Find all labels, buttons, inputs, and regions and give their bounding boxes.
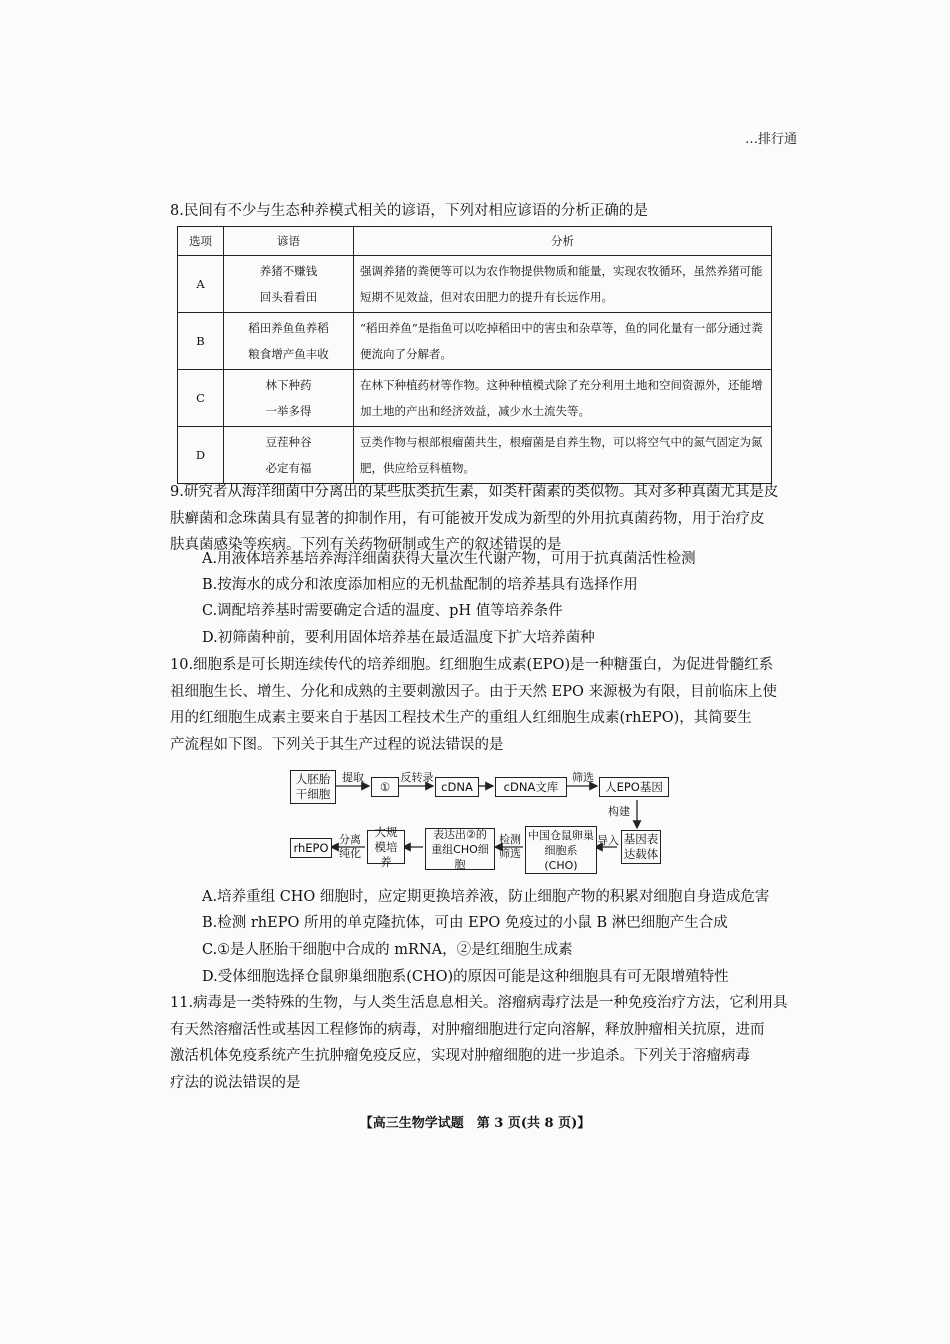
box-expression-vector: 基因表达载体 [621, 830, 661, 864]
proverb-line: 一举多得 [265, 404, 312, 418]
row-analysis: “稻田养鱼”是指鱼可以吃掉稻田中的害虫和杂草等，鱼的同化量有一部分通过粪便流向了分解者。 [354, 313, 772, 370]
q10-line: 祖细胞生长、增生、分化和成熟的主要刺激因子。由于天然 EPO 来源极为有限，目前临床上使 [170, 683, 777, 700]
header-proverb: 谚语 [224, 227, 354, 256]
label-detect-screen: 检测筛选 [499, 833, 521, 860]
q10-option-c: C.①是人胚胎干细胞中合成的 mRNA，②是红细胞生成素 [202, 942, 573, 958]
q9-line: 肤真菌感染等疾病。下列有关药物研制或生产的叙述错误的是 [170, 537, 562, 553]
q11-line: 有天然溶瘤活性或基因工程修饰的病毒，对肿瘤细胞进行定向溶解，释放肿瘤相关抗原，进而 [170, 1021, 765, 1038]
box-cho: 中国仓鼠卵巢细胞系(CHO) [525, 826, 597, 874]
row-proverb [224, 370, 354, 427]
q9-option-b: B.按海水的成分和浓度添加相应的无机盐配制的培养基具有选择作用 [202, 577, 638, 593]
label-extract: 提取 [342, 771, 364, 784]
header-analysis: 分析 [354, 227, 772, 256]
table-row [178, 256, 772, 313]
q10-line: 10.细胞系是可长期连续传代的培养细胞。红细胞生成素(EPO)是一种糖蛋白，为促进骨髓红系 [170, 657, 774, 673]
q10-stem [170, 652, 775, 758]
q10-option-a: A.培养重组 CHO 细胞时，应定期更换培养液，防止细胞产物的积累对细胞自身造成危害 [202, 889, 770, 905]
proverb-line: 稻田养鱼鱼养稻 [248, 321, 329, 335]
proverb-line: 林下种药 [265, 378, 312, 392]
row-analysis: 强调养猪的粪便等可以为农作物提供物质和能量，实现农牧循环，虽然养猪可能短期不见效益，但对农田肥力的提升有长远作用。 [354, 256, 772, 313]
box-circle1: ① [371, 777, 399, 797]
box-rhepo: rhEPO [290, 838, 332, 858]
row-analysis: 在林下种植药材等作物。这种种植模式除了充分利用土地和空间资源外，还能增加土地的产出和经济效益，减少水土流失等。 [354, 370, 772, 427]
box-hesc: 人胚胎干细胞 [290, 770, 336, 804]
table-row [178, 427, 772, 484]
q8-stem: 8.民间有不少与生态种养模式相关的谚语，下列对相应谚语的分析正确的是 [170, 203, 648, 219]
corner-mark: …排行通 [745, 132, 798, 147]
row-proverb [224, 256, 354, 313]
table-row [178, 370, 772, 427]
box-epo-gene: 人EPO基因 [599, 777, 669, 797]
q9-option-c: C.调配培养基时需要确定合适的温度、pH 值等培养条件 [202, 603, 563, 619]
q10-option-b: B.检测 rhEPO 所用的单克隆抗体，可由 EPO 免疫过的小鼠 B 淋巴细胞产生合成 [202, 915, 728, 931]
label-rt: 反转录 [400, 771, 434, 784]
q11-line: 疗法的说法错误的是 [170, 1074, 301, 1091]
table-row [178, 313, 772, 370]
q9-option-a: A.用液体培养基培养海洋细菌获得大量次生代谢产物，可用于抗真菌活性检测 [202, 551, 696, 567]
flow-diagram [285, 770, 675, 870]
page-footer: 【高三生物学试题 第 3 页(共 8 页)】 [359, 1116, 591, 1131]
proverb-line: 豆茬种谷 [265, 435, 312, 449]
proverb-line: 粮食增产鱼丰收 [248, 347, 329, 361]
q9-line: 肤癣菌和念珠菌具有显著的抑制作用，有可能被开发成为新型的外用抗真菌药物，用于治疗皮 [170, 510, 765, 527]
proverb-line: 必定有福 [265, 461, 312, 475]
proverb-line: 回头看看田 [259, 290, 318, 304]
box-recombinant-cho: 表达出②的重组CHO细胞 [425, 828, 495, 870]
q10-line: 用的红细胞生成素主要来自于基因工程技术生产的重组人红细胞生成素(rhEPO)，其简要生 [170, 710, 752, 726]
table-header-row [178, 227, 772, 256]
row-proverb [224, 313, 354, 370]
q11-stem [170, 990, 788, 1096]
q10-option-d: D.受体细胞选择仓鼠卵巢细胞系(CHO)的原因可能是这种细胞具有可无限增殖特性 [202, 969, 729, 985]
row-option: D [178, 427, 224, 484]
box-cdna-library: cDNA文库 [495, 777, 567, 797]
box-cdna: cDNA [435, 777, 479, 797]
label-purify: 分离纯化 [339, 833, 361, 860]
label-introduce: 导入 [597, 834, 619, 847]
q11-line: 11.病毒是一类特殊的生物，与人类生活息息相关。溶瘤病毒疗法是一种免疫治疗方法，它利用具 [170, 995, 788, 1011]
q10-line: 产流程如下图。下列关于其生产过程的说法错误的是 [170, 736, 504, 753]
row-option: B [178, 313, 224, 370]
row-analysis: 豆类作物与根部根瘤菌共生，根瘤菌是自养生物，可以将空气中的氮气固定为氮肥，供应给豆科植物。 [354, 427, 772, 484]
proverb-line: 养猪不赚钱 [259, 264, 318, 278]
row-proverb [224, 427, 354, 484]
label-screen: 筛选 [572, 771, 594, 784]
q8-table [177, 226, 772, 484]
header-option: 选项 [178, 227, 224, 256]
q9-line: 9.研究者从海洋细菌中分离出的某些肽类抗生素，如类杆菌素的类似物。其对多种真菌尤其是皮 [170, 484, 779, 500]
row-option: A [178, 256, 224, 313]
box-large-scale-culture: 大规模培养 [367, 830, 405, 864]
label-construct: 构建 [608, 805, 630, 818]
row-option: C [178, 370, 224, 427]
q11-line: 激活机体免疫系统产生抗肿瘤免疫反应，实现对肿瘤细胞的进一步追杀。下列关于溶瘤病毒 [170, 1048, 750, 1064]
q9-option-d: D.初筛菌种前，要利用固体培养基在最适温度下扩大培养菌种 [202, 630, 595, 646]
